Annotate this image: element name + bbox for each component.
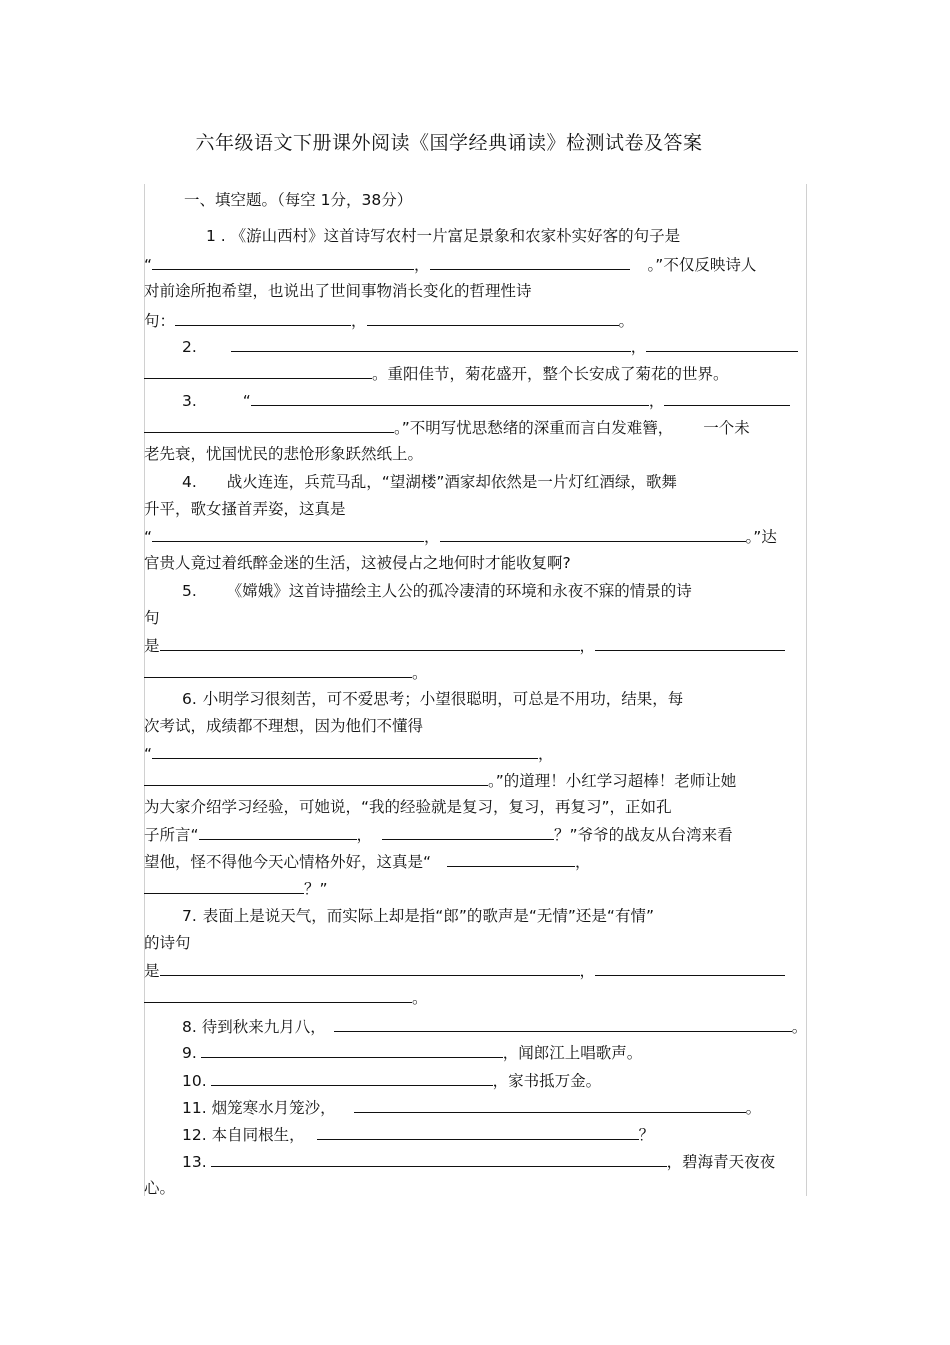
q7-line3 (144, 960, 785, 981)
q10-line (182, 1070, 601, 1091)
q4-line2: 升平，歌女搔首弄姿，这真是 (144, 500, 346, 518)
q6-blank-5[interactable] (447, 851, 575, 867)
q3-line1 (182, 390, 790, 411)
q3-open-quote: “ (242, 392, 251, 410)
q1-end: 。 (618, 312, 635, 330)
q2-blank-1[interactable] (231, 336, 631, 352)
q12-line (182, 1124, 654, 1145)
q3-line2 (144, 417, 750, 438)
q8-text: 8. 待到秋来九月八， (182, 1018, 326, 1036)
q5-line3 (144, 635, 785, 656)
q4-line1 (182, 472, 677, 492)
q3-text: 。”不明写忧思愁绪的深重而言白发难簪， (394, 419, 674, 437)
q6-line6 (144, 824, 733, 845)
q3-comma: ， (648, 392, 665, 410)
q7-line4 (144, 987, 428, 1008)
left-margin-line (144, 184, 145, 1196)
q6-comma-3: ， (575, 853, 591, 871)
q6-line2: 次考试，成绩都不理想，因为他们不懂得 (144, 717, 424, 735)
q6-line1 (182, 689, 683, 709)
q6-blank-6[interactable] (144, 878, 304, 894)
q2-text: 。重阳佳节，菊花盛开，整个长安成了菊花的世界。 (372, 365, 729, 383)
q11-text: 11. 烟笼寒水月笼沙， (182, 1099, 336, 1117)
q10-text: ，家书抵万金。 (492, 1072, 602, 1090)
q3-blank-1[interactable] (251, 390, 649, 406)
q6-line8-end: ？” (304, 880, 328, 898)
q5-blank-3[interactable] (144, 662, 412, 678)
section-heading: 一、填空题。（每空 1分，38分） (184, 191, 413, 209)
q1-line4 (144, 310, 634, 331)
exam-body (144, 184, 806, 1196)
q9-text: ，闻郎江上唱歌声。 (502, 1044, 643, 1062)
q3-text-end: 一个未 (703, 419, 750, 437)
q7-line1 (182, 906, 654, 926)
q1-text: 《游山西村》这首诗写农村一片富足景象和农家朴实好客的句子是 (230, 227, 681, 245)
q1-line2 (144, 254, 756, 275)
q6-number: 6. (182, 690, 197, 708)
q1-line3: 对前途所抱希望，也说出了世间事物消长变化的哲理性诗 (144, 282, 532, 300)
q3-blank-2[interactable] (664, 390, 790, 406)
q6-blank-3[interactable] (199, 824, 357, 840)
q4-text: 战火连连，兵荒马乱，“望湖楼”酒家却依然是一片灯红酒绿，歌舞 (226, 473, 677, 491)
q6-line4-end: 。”的道理！小红学习超棒！老师让她 (488, 772, 737, 790)
q6-blank-4[interactable] (382, 824, 554, 840)
q6-line7-start: 望他，怪不得他今天心情格外好，这真是“ (144, 853, 432, 871)
q1-comma: ， (414, 256, 430, 274)
q6-blank-2[interactable] (144, 770, 488, 786)
q5-line4 (144, 662, 428, 683)
q1-number: 1 . (206, 227, 226, 245)
q12-end: ？ (638, 1126, 655, 1144)
q7-comma: ， (579, 962, 596, 980)
q3-line3: 老先衰，忧国忧民的悲怆形象跃然纸上。 (144, 445, 424, 463)
q1-comma-2: ， (351, 312, 367, 330)
q9-blank[interactable] (201, 1042, 503, 1058)
q1-open-quote: “ (144, 256, 153, 274)
q11-end: 。 (745, 1099, 762, 1117)
right-margin-line (806, 184, 807, 1196)
q6-line5: 为大家介绍学习经验，可她说，“我的经验就是复习，复习，再复习”，正如孔 (144, 798, 672, 816)
q13-line2: 心。 (144, 1179, 176, 1197)
q6-line4 (144, 770, 736, 791)
q4-line4: 官贵人竟过着纸醉金迷的生活，这被侵占之地何时才能收复啊? (144, 554, 571, 572)
q6-text: 小明学习很刻苦，可不爱思考；小望很聪明，可总是不用功，结果，每 (202, 690, 684, 708)
q13-line1 (182, 1151, 775, 1172)
q7-line2: 的诗句 (144, 934, 191, 952)
q2-blank-3[interactable] (144, 363, 372, 379)
q7-blank-1[interactable] (160, 960, 580, 976)
q6-line6-start: 子所言“ (144, 826, 199, 844)
q12-blank[interactable] (317, 1124, 639, 1140)
q3-number: 3. (182, 392, 197, 410)
q5-line2: 句 (144, 609, 160, 627)
q11-line (182, 1097, 761, 1118)
q12-text: 12. 本自同根生， (182, 1126, 305, 1144)
q9-number: 9. (182, 1044, 197, 1062)
q5-comma: ， (579, 637, 596, 655)
q2-number: 2. (182, 338, 197, 356)
q1-blank-2[interactable] (430, 254, 630, 270)
q6-comma-2: ， (356, 826, 373, 844)
q13-number: 13. (182, 1153, 207, 1171)
q4-open-quote: “ (144, 528, 153, 546)
q4-comma: ， (424, 528, 440, 546)
q6-line8 (144, 878, 328, 899)
q6-line3 (144, 743, 554, 764)
q4-blank-1[interactable] (152, 526, 424, 542)
q8-line (182, 1016, 807, 1037)
q1-line4-start: 句： (144, 312, 176, 330)
q4-close: 。”达 (745, 528, 777, 546)
q7-line3-start: 是 (144, 962, 160, 980)
q5-end: 。 (412, 664, 428, 682)
q5-line3-start: 是 (144, 637, 160, 655)
q2-comma: ， (630, 338, 647, 356)
q1-blank-4[interactable] (367, 310, 619, 326)
page-title: 六年级语文下册课外阅读《国学经典诵读》检测试卷及答案 (195, 132, 703, 154)
q5-text: 《嫦娥》这首诗描绘主人公的孤冷凄清的环境和永夜不寐的情景的诗 (226, 582, 692, 600)
q9-line (182, 1042, 642, 1063)
q5-blank-2[interactable] (595, 635, 785, 651)
q5-number: 5. (182, 582, 197, 600)
q11-blank[interactable] (354, 1097, 746, 1113)
q1-blank-1[interactable] (152, 254, 414, 270)
q6-open-quote: “ (144, 745, 153, 763)
q6-line6-q: ？”爷爷的战友从台湾来看 (554, 826, 733, 844)
q2-line2 (144, 363, 729, 384)
q7-blank-3[interactable] (144, 987, 412, 1003)
q5-line1 (182, 581, 692, 601)
q6-line7 (144, 851, 591, 872)
q7-end: 。 (412, 989, 428, 1007)
q4-line3 (144, 526, 777, 547)
q7-text: 表面上是说天气，而实际上却是指“郎”的歌声是“无情”还是“有情” (202, 907, 654, 925)
q2-blank-2[interactable] (646, 336, 798, 352)
q8-blank[interactable] (334, 1016, 792, 1032)
q6-comma: ， (538, 745, 554, 763)
q13-text: ，碧海青天夜夜 (666, 1153, 776, 1171)
q6-blank-1[interactable] (152, 743, 538, 759)
q1-blank-3[interactable] (175, 310, 351, 326)
q13-blank[interactable] (211, 1151, 667, 1167)
q10-number: 10. (182, 1072, 207, 1090)
q1-close: 。”不仅反映诗人 (647, 256, 757, 274)
q2-line1 (182, 336, 798, 357)
q1-line1 (206, 226, 680, 246)
q10-blank[interactable] (211, 1070, 493, 1086)
q4-number: 4. (182, 473, 197, 491)
q4-blank-2[interactable] (440, 526, 746, 542)
q5-blank-1[interactable] (160, 635, 580, 651)
q3-blank-3[interactable] (144, 417, 394, 433)
q7-number: 7. (182, 907, 197, 925)
q8-end: 。 (791, 1018, 808, 1036)
q7-blank-2[interactable] (595, 960, 785, 976)
